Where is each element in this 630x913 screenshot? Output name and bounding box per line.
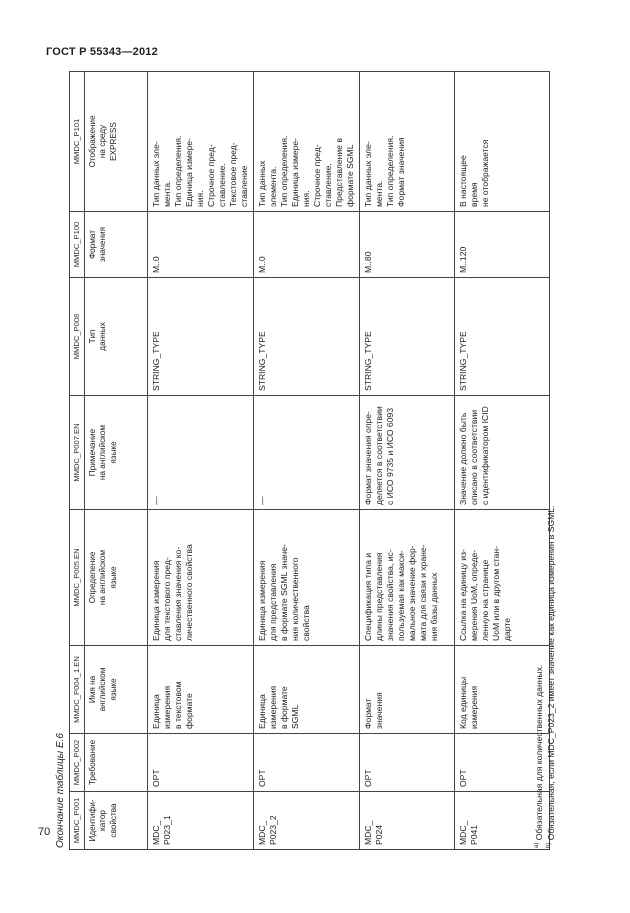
table-cell: Ссылка на единицу из- мерения UoM, опреде- ленную на странице UoM или в другом стан- дарте [454,510,549,646]
column-header: Идентифи- катор свойства [84,792,147,850]
code-cell: MMDC_P005.EN [70,510,85,646]
table-cell: OPT [454,734,549,792]
table-cell: MDC_ P023_1 [147,792,253,850]
table-cell: Значение должно быть описано в соответствии с идентификатором ICID [454,396,549,510]
table-cell: OPT [253,734,359,792]
table-cell: Единица измерения в формате SGML [253,646,359,734]
table-cell: STRING_TYPE [147,278,253,396]
table-cell: — [253,396,359,510]
table-cell: M..0 [147,212,253,278]
document-header: ГОСТ Р 55343—2012 [46,46,158,58]
table-cell: В настоящее время не отображается [454,72,549,212]
table-cell: M..0 [253,212,359,278]
code-row [70,72,85,850]
table-cell: Единица измерения для представления в формате SGML значе- ния количественного свойства [253,510,359,646]
table-body [147,72,549,850]
code-cell: MMDC_P100 [70,212,85,278]
table-caption: Окончание таблицы Е.6 [55,733,66,848]
code-cell: MMDC_P007.EN [70,396,85,510]
page-number: 70 [38,826,51,838]
table-cell: M..120 [454,212,549,278]
table-cell: Код единицы измерения [454,646,549,734]
table-cell: STRING_TYPE [253,278,359,396]
rotated-table-section [55,60,575,850]
column-header: Определение на английском языке [84,510,147,646]
footnote-text: Обязательная для количественных данных. [534,664,544,841]
footnote-mark: b) [546,842,553,848]
code-cell: MMDC_P001 [70,792,85,850]
table-cell: OPT [147,734,253,792]
table-cell: STRING_TYPE [454,278,549,396]
table-cell: MDC_ P041 [454,792,549,850]
table-cell: MDC_ P024 [359,792,454,850]
column-header: Требование [84,734,147,792]
column-header: Отображение на среду EXPRESS [84,72,147,212]
table-row [253,72,359,850]
table-cell: Единица измерения в текстовом формате [147,646,253,734]
column-header: Формат значения [84,212,147,278]
table-cell: Формат значения опре- деляется в соответствии с ИСО 9735 и ИСО 6093 [359,396,454,510]
table-row [359,72,454,850]
table-cell: M..80 [359,212,454,278]
header-row [84,72,147,850]
code-cell: MMDC_P101 [70,72,85,212]
table-cell: MDC_ P023_2 [253,792,359,850]
table-cell: OPT [359,734,454,792]
code-cell: MMDC_P002 [70,734,85,792]
footnote-mark: а) [534,842,541,848]
table-cell: STRING_TYPE [359,278,454,396]
table-cell: — [147,396,253,510]
column-header: Тип данных [84,278,147,396]
footnote [533,506,545,849]
table-cell: Тип данных эле- мента. Тип определения. Формат значения [359,72,454,212]
footnotes [533,506,557,849]
table-cell: Спецификация типа и длины представления значения свойства, ис- пользуемая как макси- мальное значение фор- мата для связи и хране- ния базы данных [359,510,454,646]
table-cell: Тип данных эле- мента. Тип определения. Единица измере- ния. Строчное пред- ставление. Текстовое пред- ставление [147,72,253,212]
footnote-text: Обязательная, если MDC_P023_2 имеет значение как единица измерения в SGML. [546,505,557,841]
column-header: Примечание на английском языке [84,396,147,510]
table-row [147,72,253,850]
table-cell: Формат значения [359,646,454,734]
code-cell: MMDC_P008 [70,278,85,396]
table-cell: Тип данных элемента. Тип определения. Единица измере- ния. Строчное пред- ставление. Представление в формате SGML [253,72,359,212]
column-header: Имя на английском языке [84,646,147,734]
footnote [545,506,557,849]
table-cell: Единица измерения для текстового пред- ставления значения ко- личественного свойства [147,510,253,646]
code-cell: MMDC_P004_1.EN [70,646,85,734]
